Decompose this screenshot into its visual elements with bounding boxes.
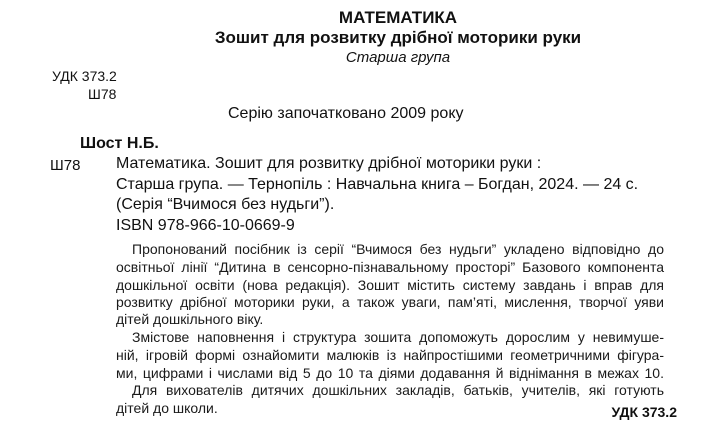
bibliography-line: Старша група. — Тернопіль : Навчальна книга – Богдан, 2024. — 24 с. — [116, 176, 639, 193]
annotation-line: дітей до школи. — [116, 400, 218, 416]
book-subtitle: Зошит для розвитку дрібної моторики руки — [214, 28, 582, 47]
annotation-line: Для вихователів дитячих дошкільних закладів, батьків, учителів, які готують — [132, 382, 664, 398]
annotation-line: розвитку дрібної моторики руки, а також уваги, пам’яті, мислення, творчої уяви — [116, 294, 664, 310]
book-group: Старша група — [345, 49, 451, 66]
isbn: ISBN 978-966-10-0669-9 — [116, 217, 295, 234]
bibliography-line: Математика. Зошит для розвитку дрібної моторики руки : — [116, 155, 542, 172]
annotation-line: ній, ігровій формі ознайомити малюків із найпростішими геометричними фігура- — [116, 347, 664, 363]
annotation-line: дітей дошкільного віку. — [116, 311, 264, 327]
series-note: Серію започатковано 2009 року — [228, 105, 464, 122]
bibliography-mark: Ш78 — [50, 157, 81, 174]
footer-udk: УДК 373.2 — [611, 404, 677, 420]
author-name: Шост Н.Б. — [80, 135, 159, 152]
udk-code: УДК 373.2 — [52, 68, 117, 84]
book-title: МАТЕМАТИКА — [338, 8, 458, 27]
annotation-line: Пропонований посібник із серії “Вчимося без нудьги” укладено відповідно до — [132, 241, 664, 257]
annotation-line: ми, цифрами і числами від 5 до 10 та діями додавання й віднімання в межах 10. — [116, 365, 664, 381]
annotation-line: Змістове наповнення і структура зошита допоможуть дорослим у невимуше- — [132, 329, 664, 345]
bibliography-line: (Серія “Вчимося без нудьги”). — [116, 196, 335, 213]
annotation-line: освітньої лінії “Дитина в сенсорно-пізнавальному просторі” Базового компонента — [116, 259, 664, 275]
author-mark: Ш78 — [88, 86, 117, 102]
annotation-line: дошкільної освіти (нова редакція). Зошит містить систему завдань і вправ для — [116, 277, 664, 293]
